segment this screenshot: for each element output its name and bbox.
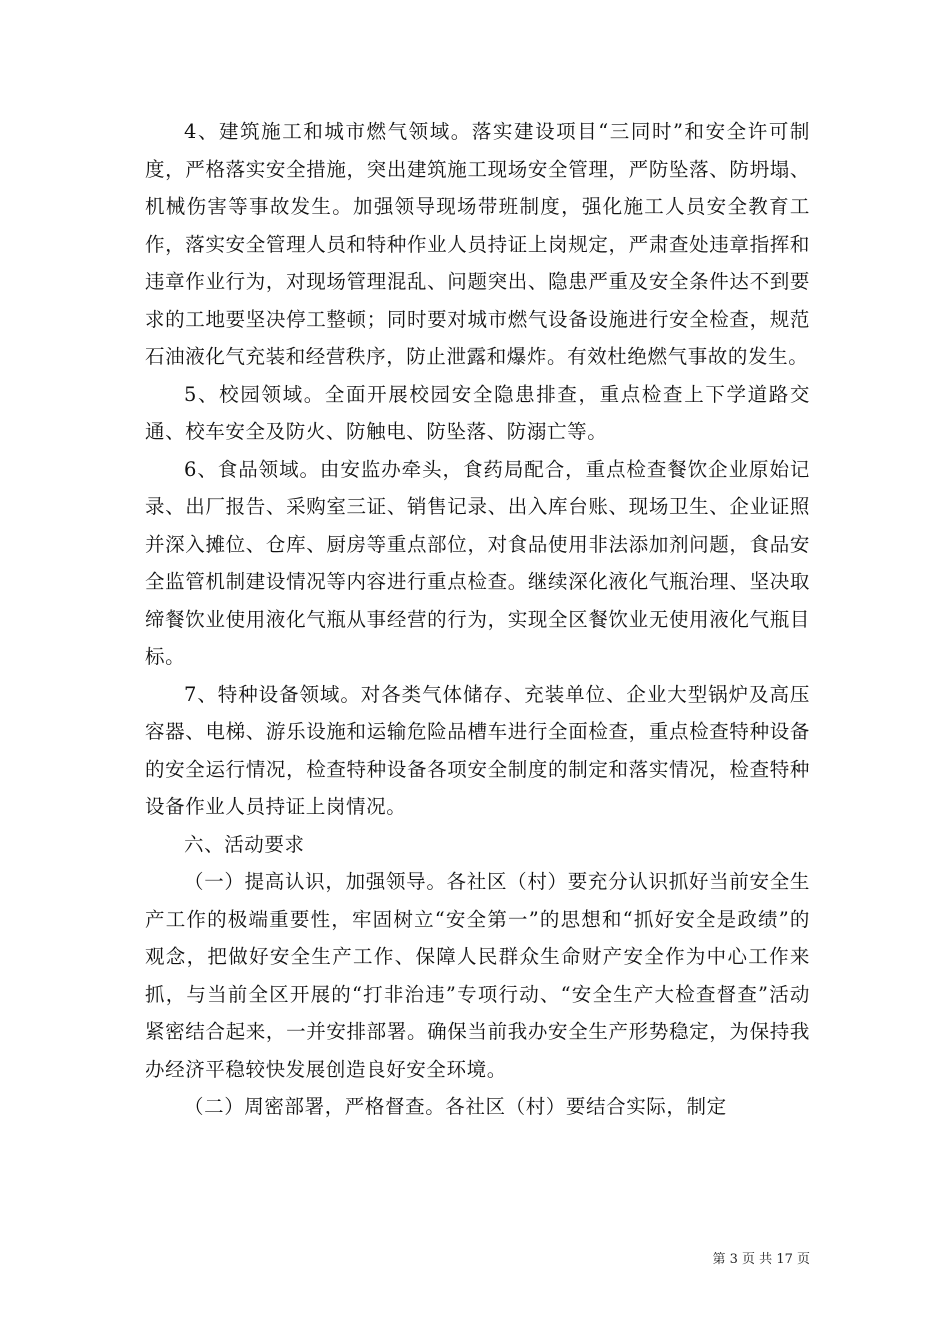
paragraph-construction-gas: 4、建筑施工和城市燃气领域。落实建设项目“三同时”和安全许可制度，严格落实安全措施，突出建筑施工现场安全管理，严防坠落、防坍塌、机械伤害等事故发生。加强领导现场带班制度，强化施工人员安全教育工作，落实安全管理人员和特种作业人员持证上岗规定，严肃查处违章指挥和违章作业行为，对现场管理混乱、问题突出、隐患严重及安全条件达不到要求的工地要坚决停工整顿；同时要对城市燃气设备设施进行安全检查，规范石油液化气充装和经营秩序，防止泄露和爆炸。有效杜绝燃气事故的发生。	[145, 120, 810, 368]
document-body	[145, 113, 810, 1126]
section-heading-activity-requirements: 六、活动要求	[184, 832, 305, 856]
paragraph-careful-deployment: （二）周密部署，严格督查。各社区（村）要结合实际，制定	[184, 1095, 727, 1118]
page-number-footer: 第 3 页 共 17 页	[712, 1252, 810, 1267]
paragraph-campus: 5、校园领域。全面开展校园安全隐患排查，重点检查上下学道路交通、校车安全及防火、防触电、防坠落、防溺亡等。	[145, 382, 810, 443]
paragraph-food: 6、食品领域。由安监办牵头，食药局配合，重点检查餐饮企业原始记录、出厂报告、采购室三证、销售记录、出入库台账、现场卫生、企业证照并深入摊位、仓库、厨房等重点部位，对食品使用非法添加剂问题，食品安全监管机制建设情况等内容进行重点检查。继续深化液化气瓶治理、坚决取缔餐饮业使用液化气瓶从事经营的行为，实现全区餐饮业无使用液化气瓶目标。	[145, 457, 810, 668]
paragraph-special-equipment: 7、特种设备领域。对各类气体储存、充装单位、企业大型锅炉及高压容器、电梯、游乐设施和运输危险品槽车进行全面检查，重点检查特种设备的安全运行情况，检查特种设备各项安全制度的制定和落实情况，检查特种设备作业人员持证上岗情况。	[145, 682, 810, 818]
paragraph-raise-awareness: （一）提高认识，加强领导。各社区（村）要充分认识抓好当前安全生产工作的极端重要性，牢固树立“安全第一”的思想和“抓好安全是政绩”的观念，把做好安全生产工作、保障人民群众生命财产安全作为中心工作来抓，与当前全区开展的“打非治违”专项行动、“安全生产大检查督查”活动紧密结合起来，一并安排部署。确保当前我办安全生产形势稳定，为保持我办经济平稳较快发展创造良好安全环境。	[145, 870, 810, 1081]
